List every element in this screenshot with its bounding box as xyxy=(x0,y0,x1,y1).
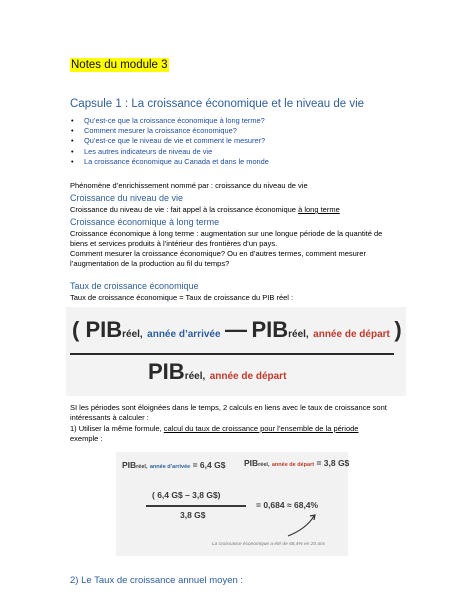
section-heading-niveau-vie: Croissance du niveau de vie xyxy=(70,193,184,203)
section-heading-croissance-long-terme: Croissance économique à long terme xyxy=(70,217,220,227)
list-item: • Les autres indicateurs de niveau de vie xyxy=(70,147,450,157)
notes-title: Notes du module 3 xyxy=(71,59,168,71)
croissance-line-1: Croissance économique à long terme : augmentation sur une longue période de la quantité de xyxy=(70,229,383,238)
list-item: • Qu’est-ce que le niveau de vie et comment le mesurer? xyxy=(70,136,450,146)
list-item: • Qu’est-ce que la croissance économique à long terme? xyxy=(70,116,450,126)
list-item: • Comment mesurer la croissance économique? xyxy=(70,126,450,136)
example-pib-depart: PIBréel, année de départ = 3,8 G$ xyxy=(244,458,350,468)
example-fraction-bar xyxy=(146,505,246,507)
formula-numerator: ( PIBréel, année d’arrivée — PIBréel, année de départ ) xyxy=(72,317,402,342)
example-pib-arrivee: PIBréel, année d’arrivée = 6,4 G$ xyxy=(122,460,226,470)
growth-rate-formula xyxy=(66,307,406,396)
example-numerator: ( 6,4 G$ – 3,8 G$) xyxy=(152,490,221,500)
example-calculation xyxy=(116,452,348,556)
example-denominator: 3,8 G$ xyxy=(180,510,206,520)
section-heading-taux-annuel: 2) Le Taux de croissance annuel moyen : xyxy=(70,575,244,586)
example-result: = 0,684 ≈ 68,4% xyxy=(256,500,319,510)
section-heading-taux: Taux de croissance économique xyxy=(70,281,199,291)
topic-list xyxy=(70,116,450,167)
croissance-line-2: biens et services produits à l’intérieur des frontières d’un pays. xyxy=(70,239,278,248)
niveau-vie-definition: Croissance du niveau de vie : fait appel à la croissance économique à long terme xyxy=(70,205,340,214)
list-item: • La croissance économique au Canada et dans le monde xyxy=(70,157,450,167)
taux-definition: Taux de croissance économique = Taux de croissance du PIB réel : xyxy=(70,293,294,302)
example-note: La croissance économique a été de 68,4% en 20 ans xyxy=(212,542,326,547)
periods-line-1: SI les périodes sont éloignées dans le temps, 2 calculs en liens avec le taux de croissance sont xyxy=(70,403,387,412)
periods-line-3: 1) Utiliser la même formule, calcul du taux de croissance pour l’ensemble de la période xyxy=(70,424,359,433)
periods-line-4: exemple : xyxy=(70,434,103,443)
fraction-bar xyxy=(70,353,394,355)
formula-denominator: PIBréel, année de départ xyxy=(148,359,287,384)
phenomene-line: Phénomène d’enrichissement nommé par : croissance du niveau de vie xyxy=(70,181,308,190)
croissance-line-4: l’augmentation de la production au fil du temps? xyxy=(70,259,230,268)
capsule-title: Capsule 1 : La croissance économique et le niveau de vie xyxy=(70,98,365,110)
arrow-icon xyxy=(284,512,318,538)
croissance-line-3: Comment mesurer la croissance économique? Ou en d’autres termes, comment mesurer xyxy=(70,249,366,258)
periods-line-2: intéressants à calculer : xyxy=(70,413,149,422)
